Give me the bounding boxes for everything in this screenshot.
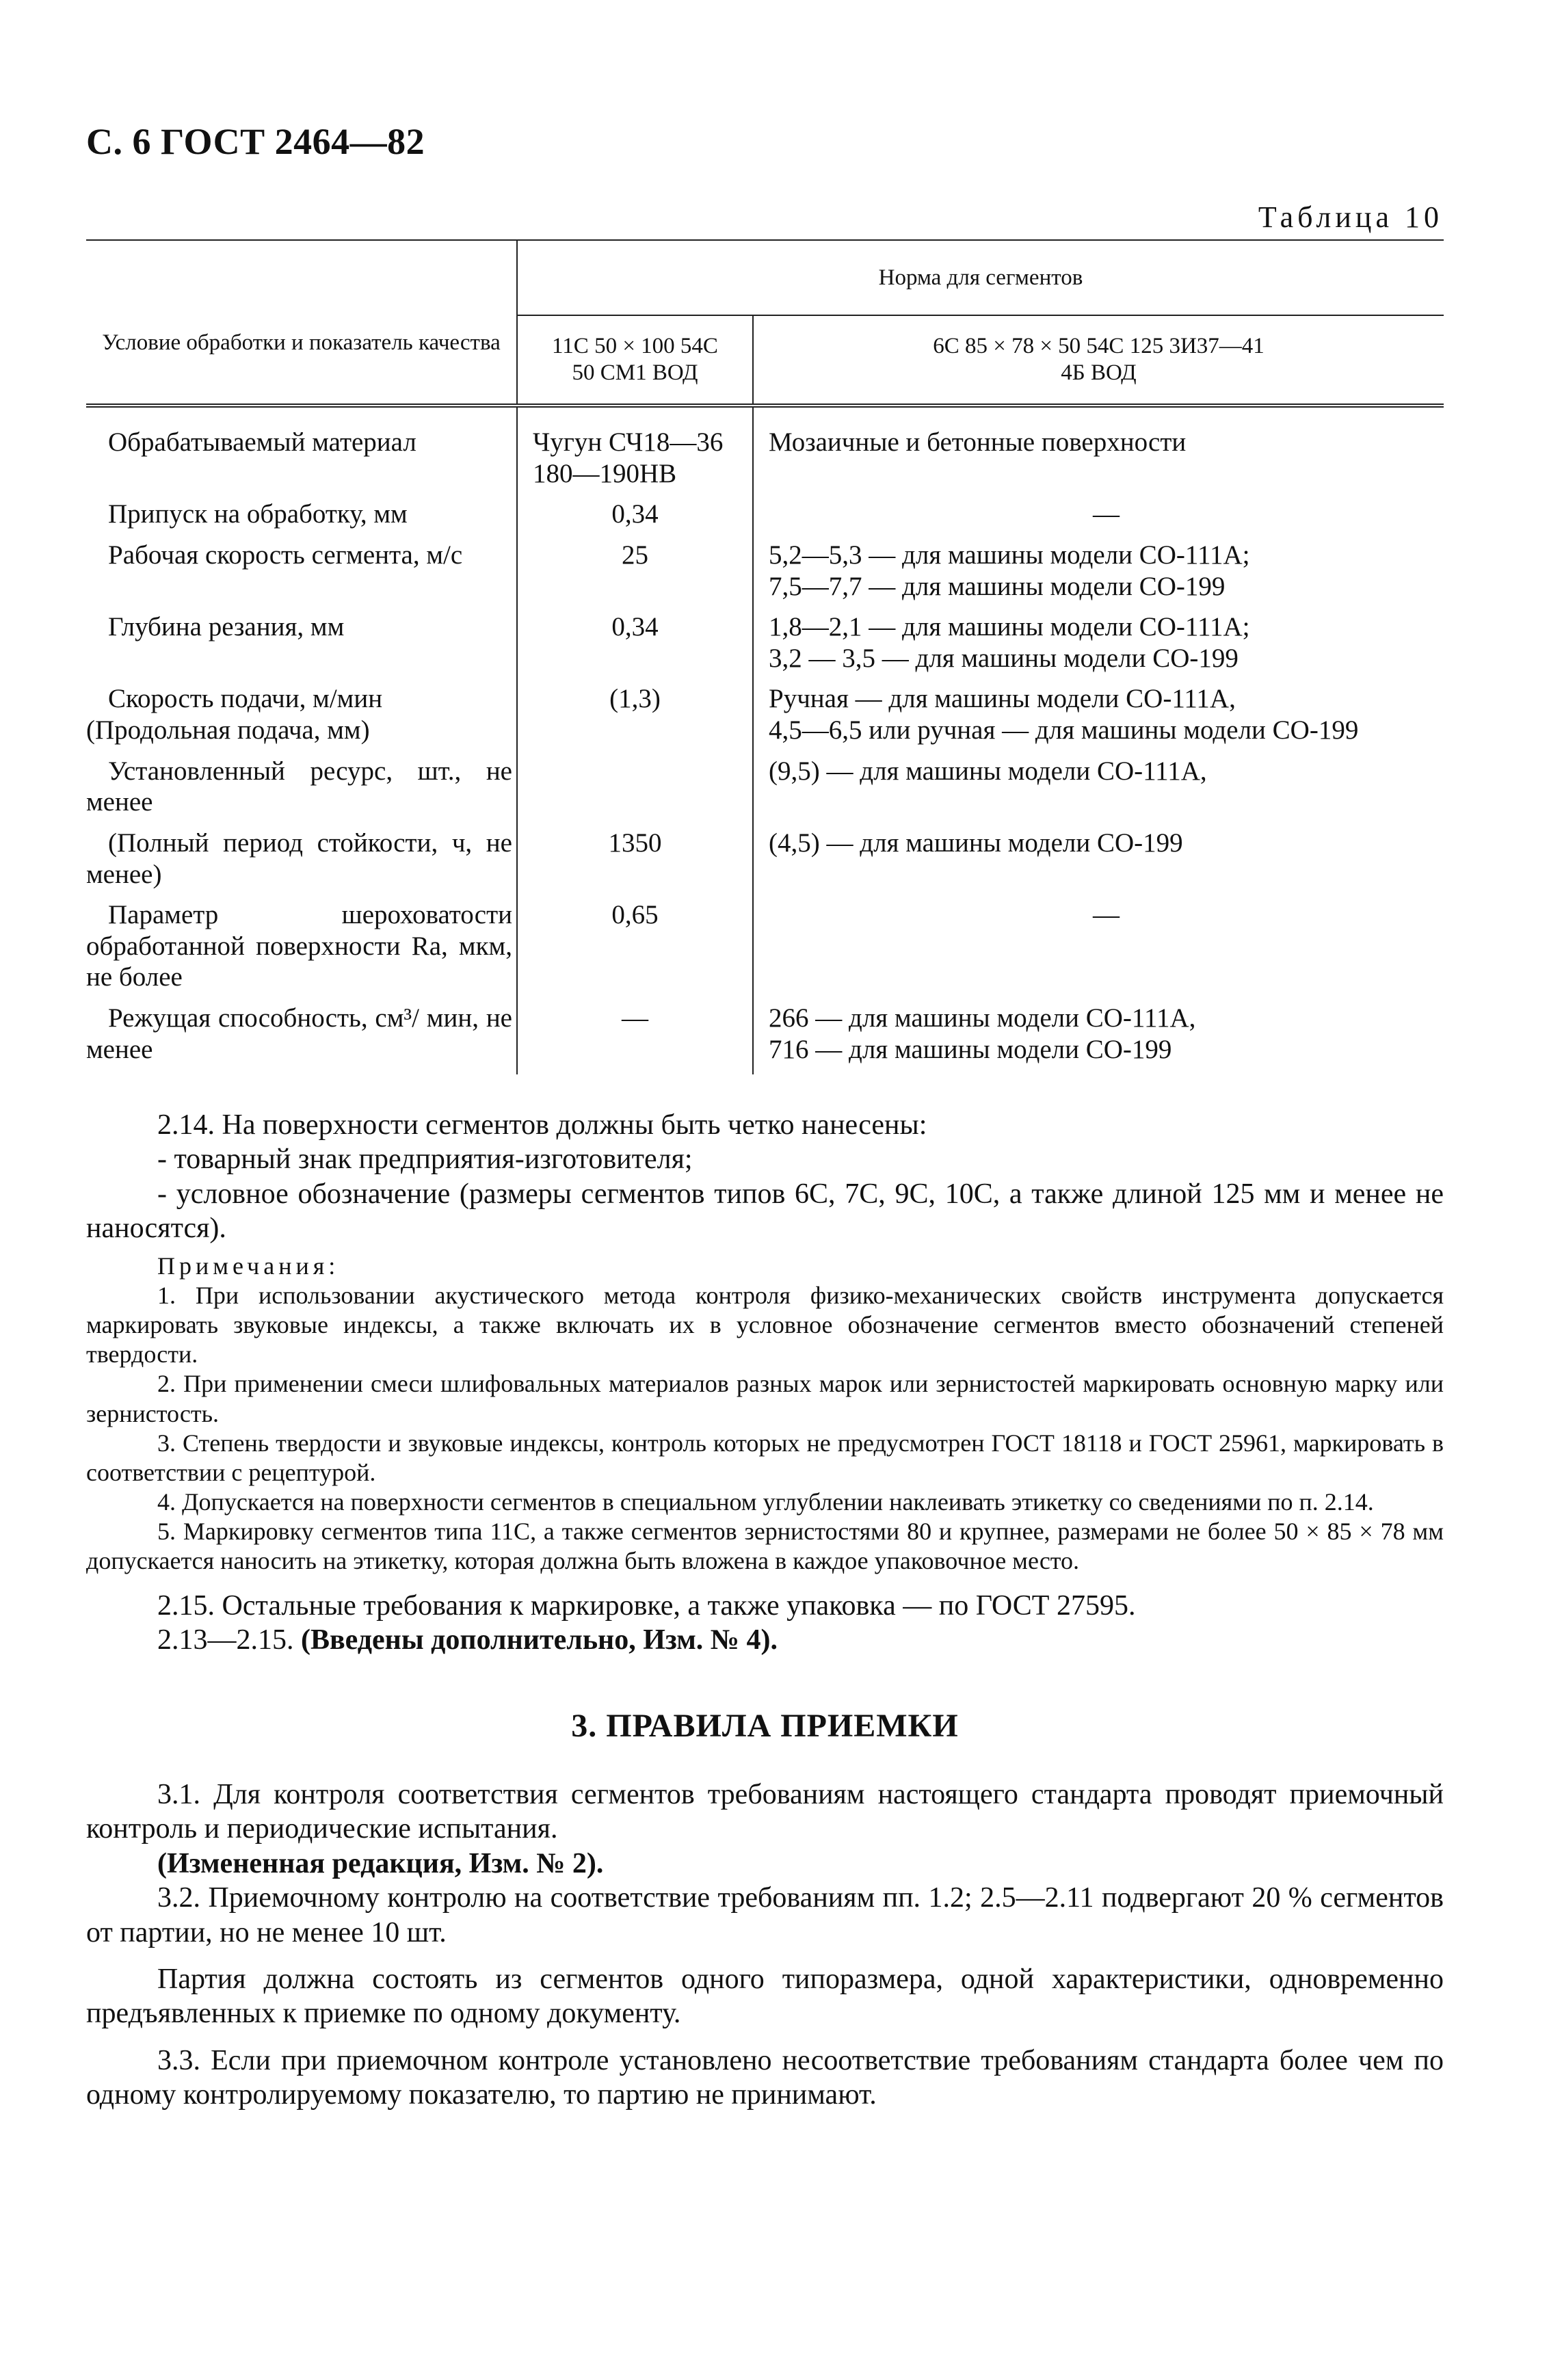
cell-6c: Мозаичные и бетонные поверхности — [753, 406, 1444, 499]
cell-11c: 25 — [517, 540, 753, 611]
amendment-note: (Введены дополнительно, Изм. № 4). — [301, 1624, 778, 1656]
paragraph-3-2: 3.2. Приемочному контролю на соответствие требованиям пп. 1.2; 2.5—2.11 подвергают 20 % сегментов от партии, но не менее 10 шт. — [86, 1882, 1444, 1948]
table-row — [86, 899, 1444, 1003]
cell-6c: (4,5) — для машины модели СО-199 — [753, 828, 1444, 899]
cell-11c: 0,65 — [517, 899, 753, 1003]
header-line: 4Б ВОД — [1061, 360, 1137, 385]
paragraph-2-14-item: - товарный знак предприятия-изготовителя; — [157, 1143, 693, 1176]
table-row — [86, 499, 1444, 540]
cell-6c: Ручная — для машины модели СО-111А, 4,5—6,5 или ручная — для машины модели СО-199 — [753, 683, 1444, 755]
cell-11c: 0,34 — [517, 611, 753, 683]
note-item: 2. При применении смеси шлифовальных материалов разных марок или зернистостей маркировать основную марку или зернистость. — [86, 1370, 1444, 1427]
table-row — [86, 756, 1444, 828]
cell-condition: Скорость подачи, м/мин (Продольная подача, мм) — [86, 684, 383, 745]
paragraph-2-15: 2.15. Остальные требования к маркировке, а также упаковка — по ГОСТ 27595. — [157, 1589, 1136, 1622]
paragraph-3-3: 3.3. Если при приемочном контроле установлено несоответствие требованиям стандарта более чем по одному контролируемому показателю, то партию не принимают. — [86, 2044, 1444, 2111]
paragraph-2-14-item: - условное обозначение (размеры сегментов типов 6С, 7С, 9С, 10С, а также длиной 125 мм и менее не наносятся). — [86, 1178, 1444, 1245]
cell-condition: Установленный ресурс, шт., не менее — [86, 756, 512, 817]
header-line: 11С 50 × 100 54С — [552, 334, 718, 359]
column-header-11c — [517, 315, 753, 406]
table-row — [86, 611, 1444, 683]
table-row — [86, 1003, 1444, 1074]
table-row — [86, 406, 1444, 499]
notes — [86, 1252, 1444, 1576]
cell-11c: Чугун СЧ18—36 180—190НВ — [517, 406, 753, 499]
page-header: С. 6 ГОСТ 2464—82 — [86, 121, 425, 162]
cell-condition: Глубина резания, мм — [108, 612, 345, 642]
cell-11c: (1,3) — [517, 683, 753, 755]
header-line: 50 СМ1 ВОД — [572, 360, 698, 385]
table-10 — [86, 239, 1444, 1074]
cell-condition: Параметр шероховатости обработанной поверхности Ra, мкм, не более — [86, 900, 512, 992]
body-text — [86, 1108, 1444, 2113]
cell-condition: Обрабатываемый материал — [108, 427, 416, 457]
amendment-note: (Измененная редакция, Изм. № 2). — [157, 1847, 604, 1879]
cell-condition: (Полный период стойкости, ч, не менее) — [86, 828, 512, 889]
note-item: 5. Маркировку сегментов типа 11С, а также сегментов зернистостями 80 и крупнее, размерами не более 50 × 85 × 78 мм допускается наносить на этикетку, которая должна быть вложена в каждое упаковочное место. — [86, 1518, 1444, 1575]
cell-6c: 1,8—2,1 — для машины модели СО-111А; 3,2 — 3,5 — для машины модели СО-199 — [753, 611, 1444, 683]
cell-6c: (9,5) — для машины модели СО-111А, — [753, 756, 1444, 828]
section-title: 3. ПРАВИЛА ПРИЕМКИ — [571, 1708, 959, 1745]
header-line: 6С 85 × 78 × 50 54С 125 3И37—41 — [933, 334, 1265, 359]
norms-table — [86, 239, 1444, 1074]
paragraph-3-1: 3.1. Для контроля соответствия сегментов требованиям настоящего стандарта проводят приемочный контроль и периодические испытания. — [86, 1779, 1444, 1845]
paragraph-2-13-2-15 — [86, 1623, 1444, 1657]
cell-6c: 5,2—5,3 — для машины модели СО-111А; 7,5—7,7 — для машины модели СО-199 — [753, 540, 1444, 611]
notes-title: Примечания: — [157, 1252, 340, 1280]
column-header-6c — [753, 315, 1444, 406]
cell-condition: Припуск на обработку, мм — [108, 499, 408, 529]
amendment-ref: 2.13—2.15. — [157, 1624, 301, 1656]
cell-11c: 1350 — [517, 828, 753, 899]
cell-6c: — — [753, 499, 1444, 540]
note-item: 1. При использовании акустического метода контроля физико-механических свойств инструмента допускается маркировать звуковые индексы, а также включать их в условное обозначение сегментов вместо обозначений степеней твердости. — [86, 1281, 1444, 1368]
cell-11c: — — [517, 1003, 753, 1074]
column-header-norm: Норма для сегментов — [517, 240, 1444, 315]
cell-6c: 266 — для машины модели СО-111А, 716 — для машины модели СО-199 — [753, 1003, 1444, 1074]
table-row — [86, 828, 1444, 899]
column-header-condition: Условие обработки и показатель качества — [86, 240, 517, 406]
note-item: 3. Степень твердости и звуковые индексы, контроль которых не предусмотрен ГОСТ 18118 и ГОСТ 25961, маркировать в соответствии с рецептурой. — [86, 1429, 1444, 1486]
paragraph-3-2-party: Партия должна состоять из сегментов одного типоразмера, одной характеристики, одновременно предъявленных к приемке по одному документу. — [86, 1963, 1444, 2030]
table-row — [86, 540, 1444, 611]
table-caption: Таблица 10 — [1258, 200, 1443, 234]
cell-condition: Рабочая скорость сегмента, м/с — [108, 540, 463, 570]
table-row — [86, 683, 1444, 755]
cell-11c — [517, 756, 753, 828]
cell-6c: — — [753, 899, 1444, 1003]
cell-condition: Режущая способность, см³/ мин, не менее — [86, 1003, 512, 1064]
cell-11c: 0,34 — [517, 499, 753, 540]
paragraph-2-14: 2.14. На поверхности сегментов должны быть четко нанесены: — [157, 1109, 927, 1141]
note-item: 4. Допускается на поверхности сегментов в специальном углублении наклеивать этикетку со сведениями по п. 2.14. — [157, 1488, 1374, 1516]
